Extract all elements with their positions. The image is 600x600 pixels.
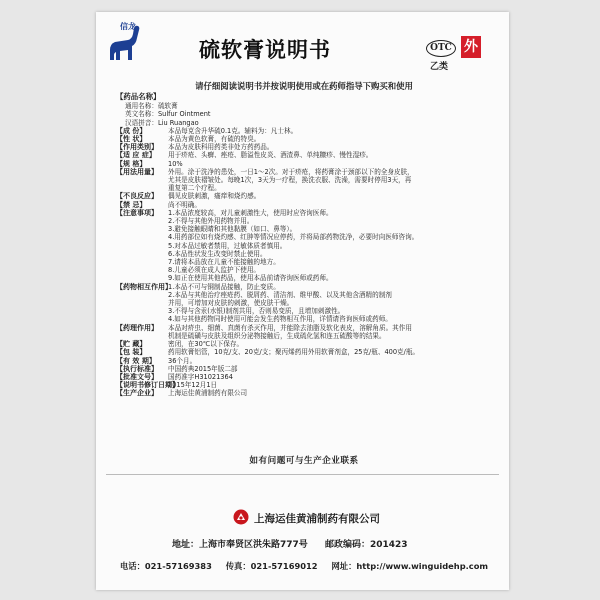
usage-warning: 请仔细阅读说明书并按说明使用或在药师指导下购买和使用 [195, 81, 413, 91]
external-use-badge: 外 [461, 36, 481, 58]
section-value [168, 348, 499, 356]
otc-class-label: 乙类 [430, 62, 449, 72]
section-row [116, 201, 499, 209]
otc-badge: OTC [426, 40, 456, 57]
section-label: 【执行标准】 [116, 364, 158, 373]
section-value [168, 373, 499, 381]
section-line: 6.本品性状发生改变时禁止使用。 [168, 249, 267, 258]
section-row [116, 135, 499, 143]
section-line: 9.如正在使用其他药品，使用本品前请咨询医师或药师。 [168, 274, 333, 283]
section-value [168, 127, 499, 135]
section-row [116, 373, 499, 381]
section-label: 【用法用量】 [116, 167, 158, 176]
drug-name-heading: 【药品名称】 [116, 92, 161, 101]
section-label: 【批准文号】 [116, 372, 158, 381]
section-row [116, 127, 499, 135]
section-line: 3.不得与含汞(水银)制剂共用，否则易变质，且增加刺激性。 [168, 307, 345, 316]
manufacturer-logo-icon [233, 509, 249, 525]
section-line: 2015年12月1日 [168, 381, 218, 390]
section-line: 机制是硫磺与皮肤及组织分泌物接触后，生成硫化氢和连五硫酸等的结果。 [168, 331, 386, 340]
section-value [168, 357, 499, 365]
instruction-leaflet [96, 12, 509, 590]
english-name: 英文名称：Sulfur Ointment [125, 110, 211, 119]
section-label: 【有 效 期】 [116, 356, 156, 365]
section-row [116, 160, 499, 168]
section-row [116, 348, 499, 356]
section-line: 上海运佳黄浦制药有限公司 [168, 389, 248, 398]
postcode: 邮政编码：201423 [324, 540, 408, 550]
address-line [172, 537, 422, 550]
pinyin-name: 汉语拼音：Liu Ruangao [125, 118, 199, 127]
section-value [168, 192, 499, 200]
section-label: 【包 装】 [116, 348, 147, 357]
section-row [116, 283, 499, 324]
section-line: 4.如与其他药物同时使用可能会发生药物相互作用，详情请咨询医师或药师。 [168, 315, 392, 324]
section-line: 药用软膏铝管，10克/支、20克/支；聚丙烯药用外用软膏剂盒，25克/瓶、400克/瓶。 [168, 348, 420, 357]
section-line: 2.本品与其他治疗痤疮药、脱屑药、清洁剂、维甲酸、以及其他含酒精的制剂 [168, 290, 392, 299]
section-label: 【规 格】 [116, 159, 147, 168]
section-line: 7.请将本品放在儿童不能接触的地方。 [168, 258, 280, 267]
fax: 传真：021-57169012 [225, 561, 318, 571]
section-line: 2.不得与其他外用药物并用。 [168, 217, 254, 226]
address: 地址：上海市奉贤区洪朱路777号 [172, 540, 308, 550]
section-row [116, 151, 499, 159]
document-title: 硫软膏说明书 [199, 38, 331, 62]
phone: 电话：021-57169383 [120, 561, 212, 571]
section-line: 5.对本品过敏者禁用，过敏体质者慎用。 [168, 241, 287, 250]
section-value [168, 365, 499, 373]
leaflet-sections [116, 127, 499, 398]
section-line: 本品为皮肤科用药类非处方药药品。 [168, 143, 274, 152]
section-label: 【不良反应】 [116, 192, 158, 201]
section-line: 尚不明确。 [168, 200, 201, 209]
section-label: 【贮 藏】 [116, 340, 147, 349]
section-row [116, 389, 499, 397]
section-line: 国药准字H31021364 [168, 372, 233, 381]
section-line: 10% [168, 159, 183, 168]
section-line: 本品每克含升华硫0.1克。辅料为：凡士林。 [168, 126, 298, 135]
section-line: 外用。涂于洗净的患处，一日1～2次。对于疥疮，将药膏涂于颈部以下的全身皮肤， [168, 167, 414, 176]
section-line: 本品为黄色软膏，有硫的特臭。 [168, 135, 261, 144]
section-label: 【成 份】 [116, 126, 147, 135]
section-value [168, 209, 499, 283]
section-value [168, 135, 499, 143]
divider [106, 474, 499, 475]
website: 网址：http://www.winguidehp.com [331, 561, 489, 571]
contact-line [120, 560, 488, 572]
section-line: 偶见皮肤刺激，瘙痒和烧灼感。 [168, 192, 261, 201]
section-label: 【作用类别】 [116, 143, 158, 152]
section-row [116, 365, 499, 373]
section-row [116, 324, 499, 340]
section-value [168, 389, 499, 397]
section-row [116, 168, 499, 193]
contact-heading: 如有问题可与生产企业联系 [249, 456, 359, 466]
section-line: 1.本品不可与铜制品接触，防止变质。 [168, 282, 280, 291]
section-line: 密闭，在30℃以下保存。 [168, 340, 244, 349]
section-label: 【药理作用】 [116, 323, 158, 332]
section-line: 36个月。 [168, 356, 197, 365]
brand-name: 信龙 [120, 22, 136, 31]
section-value [168, 160, 499, 168]
section-line: 尤其是皮肤褶皱处。每晚1次，3天为一疗程，换洗衣服、洗澡，需要时停用3天，再 [168, 176, 412, 185]
section-label: 【说明书修订日期】 [116, 381, 179, 390]
section-label: 【注意事项】 [116, 208, 158, 217]
section-line: 中国药典2015年版二部 [168, 364, 238, 373]
common-name: 通用名称：硫软膏 [125, 102, 178, 111]
section-value [168, 151, 499, 159]
section-line: 4.用药部位如有烧灼感、红肿等情况应停药，并将局部药物洗净，必要时向医师咨询。 [168, 233, 419, 242]
section-value [168, 168, 499, 193]
section-row [116, 192, 499, 200]
section-label: 【禁 忌】 [116, 200, 147, 209]
section-label: 【药物相互作用】 [116, 282, 172, 291]
section-label: 【生产企业】 [116, 389, 158, 398]
manufacturer-name: 上海运佳黄浦制药有限公司 [254, 513, 380, 525]
section-line: 并用，可增加对皮肤的刺激，使皮肤干燥。 [168, 299, 294, 308]
section-line: 本品对疥虫、细菌、真菌有杀灭作用，并能除去油脂及软化表皮，溶解角质。其作用 [168, 323, 412, 332]
section-line: 重复第二个疗程。 [168, 184, 221, 193]
section-row [116, 357, 499, 365]
section-line: 1.本品浓度较高，对儿童刺激性大，使用时应咨询医师。 [168, 208, 333, 217]
section-line: 用于疥疮、头癣、痤疮、脂溢性皮炎、酒渣鼻、单纯糠疹、慢性湿疹。 [168, 151, 373, 160]
section-line: 3.避免接触眼睛和其他黏膜（如口、鼻等）。 [168, 225, 297, 234]
leaflet-content [116, 93, 499, 398]
section-value [168, 324, 499, 340]
section-value [168, 201, 499, 209]
section-value [168, 283, 499, 324]
section-label: 【性 状】 [116, 135, 147, 144]
section-row [116, 209, 499, 283]
section-label: 【适 应 症】 [116, 151, 156, 160]
section-line: 8.儿童必须在成人监护下使用。 [168, 266, 261, 275]
